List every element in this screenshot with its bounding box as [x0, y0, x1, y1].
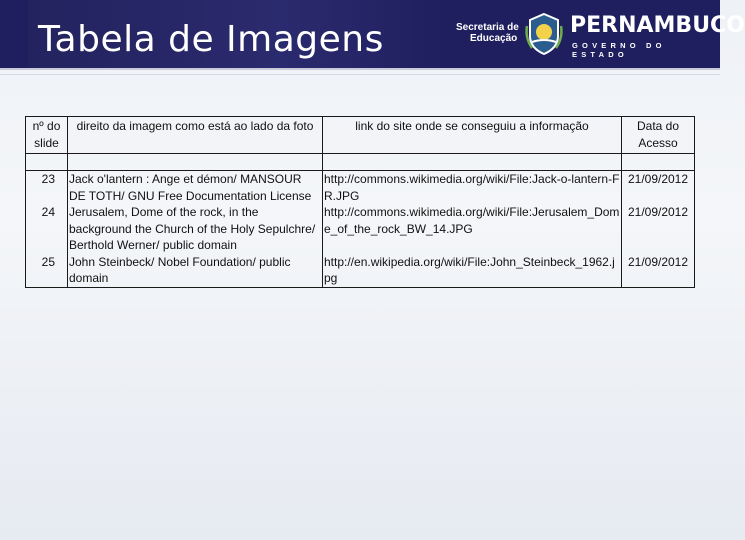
cell-slide: 24 — [26, 204, 68, 254]
cell-image-right: John Steinbeck/ Nobel Foundation/ public domain — [68, 254, 323, 288]
header-divider-thin — [0, 74, 720, 75]
table-row — [26, 254, 695, 288]
cell-date: 21/09/2012 — [622, 171, 695, 205]
brand-wordmark: PERNAMBUCO — [570, 13, 745, 38]
header-slide: nº do slide — [26, 117, 68, 154]
cell-link: http://commons.wikimedia.org/wiki/File:Jerusalem_Dome_of_the_rock_BW_14.JPG — [323, 204, 622, 254]
slide-header — [0, 0, 745, 68]
brand-subtitle: GOVERNO DO ESTADO — [572, 41, 666, 59]
table-spacer-row — [26, 154, 695, 171]
secretaria-label — [456, 22, 519, 44]
page-title: Tabela de Imagens — [38, 19, 384, 60]
images-table — [25, 116, 695, 288]
cell-image-right: Jerusalem, Dome of the rock, in the background the Church of the Holy Sepulchre/ Berthold Werner/ public domain — [68, 204, 323, 254]
table-header-row — [26, 117, 695, 154]
header-image-right: direito da imagem como está ao lado da foto — [68, 117, 323, 154]
header-date: Data do Acesso — [622, 117, 695, 154]
cell-date: 21/09/2012 — [622, 254, 695, 288]
cell-link: http://commons.wikimedia.org/wiki/File:Jack-o-lantern-FR.JPG — [323, 171, 622, 205]
cell-image-right: Jack o'lantern : Ange et démon/ MANSOUR DE TOTH/ GNU Free Documentation License — [68, 171, 323, 205]
cell-date: 21/09/2012 — [622, 204, 695, 254]
cell-slide: 25 — [26, 254, 68, 288]
secretaria-line1: Secretaria de — [456, 22, 519, 33]
header-divider — [0, 68, 720, 70]
cell-slide: 23 — [26, 171, 68, 205]
header-link: link do site onde se conseguiu a informação — [323, 117, 622, 154]
cell-link: http://en.wikipedia.org/wiki/File:John_Steinbeck_1962.jpg — [323, 254, 622, 288]
table-row — [26, 204, 695, 254]
state-seal-icon — [524, 12, 564, 56]
table-row — [26, 171, 695, 205]
secretaria-line2: Educação — [470, 33, 518, 44]
